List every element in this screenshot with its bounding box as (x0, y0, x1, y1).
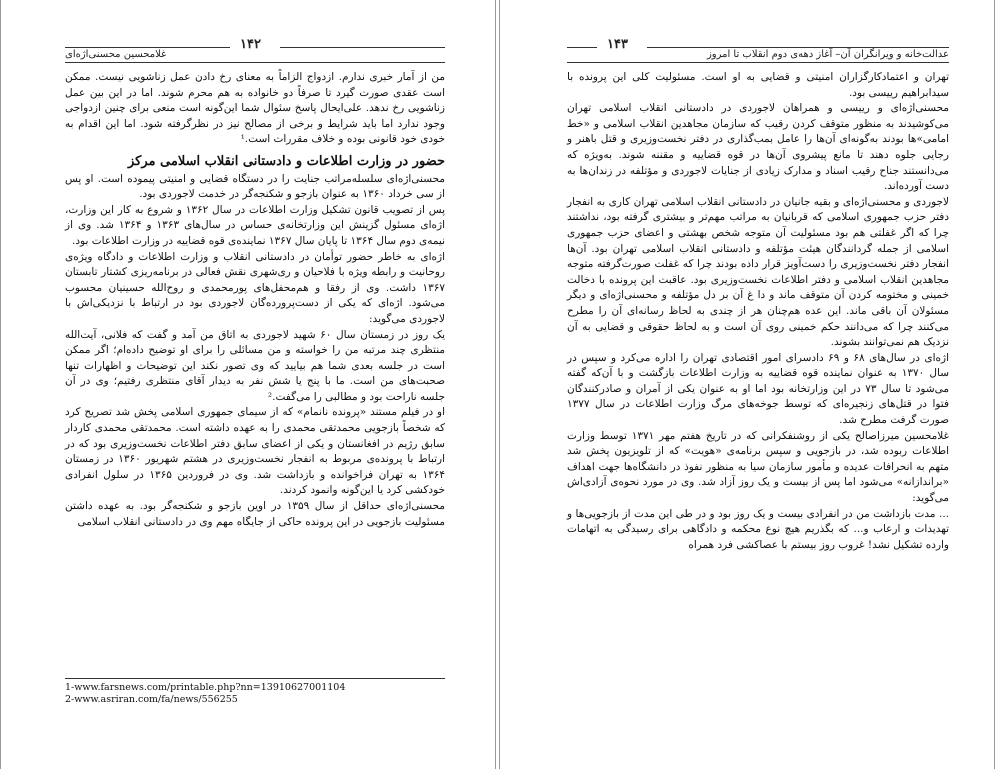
left-running-title: غلامحسین محسنی‌اژه‌ای (65, 49, 167, 60)
header-underline (567, 62, 949, 63)
paragraph: محسنی‌اژه‌ای سلسله‌مراتب جنایت را در دستگاه قضایی و امنیتی پیموده است. او پس از سی خرداد ۱۳۶۰ به عنوان بازجو و شکنجه‌گر در خدمت لاجوردی بود. (65, 172, 445, 201)
left-body-text (65, 70, 445, 530)
paragraph: محسنی‌اژه‌ای حداقل از سال ۱۳۵۹ در اوین بازجو و شکنجه‌گر بود. به عهده داشتن مسئولیت بازجویی در این پرونده حاکی از جایگاه مهم وی در دادستانی انقلاب اسلامی (65, 500, 446, 528)
header-underline (65, 62, 445, 63)
left-page-header (65, 35, 445, 65)
paragraph: لاجوردی و محسنی‌اژه‌ای و بقیه جانیان در دادستانی انقلاب اسلامی تهران کاری به انفجار دفتر حزب جمهوری اسلامی که قربانیان به مراتب مهم‌تر و بیشتری گرفته بود، نداشتند چرا که اگر غفلتی هم بود مسئولیت آن متوجه شخص بهشتی و اعضای حزب جمهوری اسلامی از جمله گردانندگان هیئت مؤتلفه و دادستانی انقلاب اسلامی تهران بود. آن‌ها انفجار دفتر نخست‌وزیری را دست‌آویز قرار داده بودند چرا که غفلت صورت‌گرفته متوجه مجاهدین انقلاب اسلامی و دفتر اطلاعات نخست‌وزیری بود. عاقبت این پرونده با دخالت خمینی و مختومه کردن آن متوقف ماند و دا غ آن بر دل مؤتلفه و محسنی‌اژه‌ای و دیگر مسئولان آن باقی ماند. این عده هم‌چنان هر از چندی به لحاظ رسانه‌ای آن را مطرح می‌کنند چرا که می‌دانند حکم خمینی روی آن است و به لحاظ حقوقی و قضایی به آن نزدیک هم نمی‌توانند بشوند. (567, 195, 949, 349)
paragraph: من از آمار خبری ندارم. ازدواج الزاماً به معنای رخ دادن عمل زناشویی نیست. ممکن است عقدی صورت گیرد تا صرفاً دو خانواده به هم محرم شوند. اما در این بین عمل زناشویی رخ ندهد. علی‌ایحال پاسخ سئوال شما این‌گونه است منعی برای چنین ازدواجی وجود ندارد اما باید شرایط و برخی از مصالح نیز در نظرگرفته شود. اما این اقدام به خودی خود قانونی بوده و خلاف مقررات است.¹ (65, 71, 445, 146)
header-rule-right (647, 47, 949, 48)
header-rule-left (567, 47, 597, 48)
quote-paragraph: ... مدت بازداشت من در انفرادی بیست و یک روز بود و در طی این مدت از بازجویی‌ها و تهدیدات و ارعاب و... که بگذریم هیچ نوع محکمه و دادگاهی برای رسیدگی به اتهامات وارده تشکیل نشد! غروب روز بیستم با عصاکشی فرد همراه (567, 507, 949, 551)
section-heading: حضور در وزارت اطلاعات و دادستانی انقلاب اسلامی مرکز (128, 153, 445, 169)
header-rule-left (65, 47, 230, 48)
left-page-number: ۱۴۲ (240, 37, 261, 52)
footnote-rule (65, 678, 445, 679)
right-page-number: ۱۴۳ (607, 37, 628, 52)
paragraph: اژه‌ای در سال‌های ۶۸ و ۶۹ دادسرای امور اقتصادی تهران را اداره می‌کرد و سپس در سال ۱۳۷۰ به عنوان نماینده قوه قضاییه به وزارت اطلاعات بازگشت و با آن‌که گفته می‌شود تا سال ۷۳ در این وزارتخانه بود اما او به عنوان یکی از آمران و صادرکنندگان فتوا در قتل‌های زنجیره‌ای که توسط جوخه‌های مرگ وزارت اطلاعات در سال ۱۳۷۷ صورت گرفت مطرح شد. (567, 351, 949, 427)
paragraph: غلامحسین میرزاصالح یکی از روشنفکرانی که در تاریخ هفتم مهر ۱۳۷۱ توسط وزارت اطلاعات ربوده شد، در بازجویی و سپس برنامه‌ی «هویت» که از تلویزیون پخش شد متهم به انحرافات عدیده و مأمور سازمان سیا به منظور نفوذ در دانشگاه‌ها جهت اهداف «براندازانه» می‌شود اما پس از بیست و یک روز آزاد شد. وی در مورد نحوه‌ی آزادی‌اش می‌گوید: (567, 429, 949, 505)
footnote-1: 1-www.farsnews.com/printable.php?nn=13910627001104 (65, 682, 346, 693)
right-page-header (567, 35, 949, 65)
footnotes (65, 678, 445, 706)
left-page (0, 0, 496, 769)
header-rule-right (280, 47, 445, 48)
quote-paragraph: یک روز در زمستان سال ۶۰ شهید لاجوردی به اتاق من آمد و گفت که فلانی، آیت‌الله منتظری چند مرتبه من را خواسته و من مسائلی را برای او توضیح داده‌ام؛ اگر ممکن است در جلسه بعدی شما هم بیایید که وی تصور نکند این توضیحات و اظهارات تنها صحبت‌های من است. ما با پنج یا شش نفر به دیدار آقای منتظری رفتیم؛ وی در آن جلسه ناراحت بود و مطالبی را می‌گفت.² (65, 328, 445, 403)
footnote-2: 2-www.asriran.com/fa/news/556255 (65, 694, 238, 705)
paragraph: پس از تصویب قانون تشکیل وزارت اطلاعات در سال ۱۳۶۲ و شروع به کار این وزارت، اژه‌ای مسئول گزینش این وزارتخانه‌ی حساس در سال‌های ۱۳۶۳ و ۱۳۶۴ شد. وی از نیمه‌ی دوم سال ۱۳۶۴ تا پایان سال ۱۳۶۷ نماینده‌ی قوه قضاییه در وزارت اطلاعات بود. (65, 203, 445, 247)
paragraph: اژه‌ای به خاطر حضور توأمان در دادستانی انقلاب و وزارت اطلاعات و دادگاه ویژه‌ی روحانیت و رابطه ویژه با فلاحیان و ری‌شهری نقش فعالی در برنامه‌ریزی کشتار تابستان ۱۳۶۷ داشت. وی از رفقا و هم‌محفل‌های پورمحمدی و روح‌الله حسینیان محسوب می‌شود. اژه‌ای که یکی از دست‌پرورده‌گان لاجوردی بود در ارتباط با نزدیکی‌اش با لاجوردی می‌گوید: (65, 250, 446, 325)
right-body-text (567, 70, 949, 553)
paragraph: تهران و اعتمادکارگزاران امنیتی و قضایی به او است. مسئولیت کلی این پرونده با سیدابراهیم رییسی بود. (567, 71, 949, 99)
right-running-title: عدالت‌خانه و ویرانگران آن– آغاز دهه‌ی دوم انقلاب تا امروز (706, 49, 949, 60)
paragraph: محسنی‌اژه‌ای و رییسی و همراهان لاجوردی در دادستانی انقلاب اسلامی تهران می‌کوشیدند به منظور متوقف کردن رقیب که سازمان مجاهدین انقلاب اسلامی و «خط امامی»ها بودند به‌گونه‌ای آن‌ها را عامل بمب‌گذاری در دفتر نخست‌وزیری و قتل باهنر و رجایی جلوه دهند تا مانع پیشروی آن‌ها در قوه قضاییه و مقننه شوند. به‌ویژه که می‌دانستند جناح رقیب اسناد و مدارک زیادی از جنایات لاجوردی و مؤتلفه در زندان‌ها به دست آورده‌اند. (567, 102, 949, 193)
paragraph: او در فیلم مستند «پرونده نانمام» که از سیمای جمهوری اسلامی پخش شد تصریح کرد که شخصاً بازجویی محمدتقی محمدی را به عهده داشته است. محمدتقی محمدی کاردار سابق رژیم در افغانستان و یکی از اعضای سابق دفتر اطلاعات نخست‌وزیری بود که در ارتباط با پرونده‌ی مربوط به انفجار نخست‌وزیری در هشتم شهریور ۱۳۶۰ در زمستان ۱۳۶۴ به تهران فراخوانده و بازداشت شد. وی در فروردین ۱۳۶۵ در سلول انفرادی خودکشی کرد یا این‌گونه وانمود کردند. (65, 406, 445, 497)
